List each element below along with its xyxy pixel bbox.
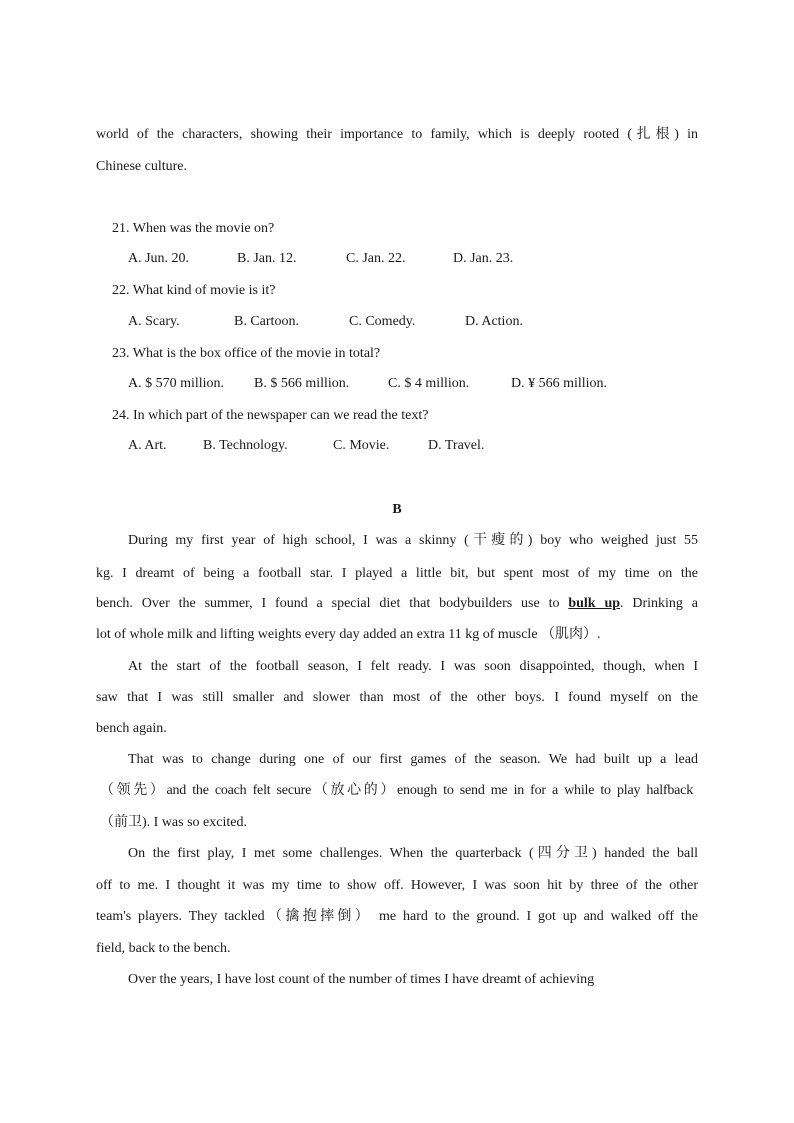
option-b: B. Technology. [203, 438, 288, 453]
passage-b-line: On the first play, I met some challenges. When the quarterback (四分卫) handed the ball [128, 846, 698, 861]
passage-b-line-with-keyword [96, 595, 698, 613]
passage-b-line: （领先）and the coach felt secure（放心的）enough to send me in for a while to play halfback [100, 783, 693, 798]
question-stem-23: 23. What is the box office of the movie in total? [112, 346, 381, 361]
option-a: A. Scary. [128, 314, 180, 329]
passage-a-line: Chinese culture. [96, 159, 187, 174]
option-a: A. Art. [128, 438, 167, 453]
option-c: C. Jan. 22. [346, 251, 406, 266]
option-c: C. Movie. [333, 438, 390, 453]
passage-b-line: field, back to the bench. [96, 941, 231, 956]
question-stem-22: 22. What kind of movie is it? [112, 283, 276, 298]
section-title-b: B [392, 502, 402, 517]
passage-b-line: saw that I was still smaller and slower than most of the other boys. I found myself on the [96, 690, 698, 705]
passage-b-line: During my first year of high school, I was a skinny (干瘦的) boy who weighed just 55 [128, 533, 698, 548]
passage-b-line: off to me. I thought it was my time to show off. However, I was soon hit by three of the other [96, 878, 698, 893]
passage-b-line: That was to change during one of our first games of the season. We had built up a lead [128, 752, 698, 767]
passage-b-line: bench again. [96, 721, 167, 736]
passage-b-line: Over the years, I have lost count of the number of times I have dreamt of achieving [128, 972, 595, 987]
keyword-bulk-up: bulk up [568, 596, 621, 611]
passage-a-line: world of the characters, showing their importance to family, which is deeply rooted (扎根) in [96, 127, 698, 142]
passage-b-text: bench. Over the summer, I found a special diet that bodybuilders use to [96, 596, 569, 611]
option-a: A. Jun. 20. [128, 251, 190, 266]
option-c: C. Comedy. [349, 314, 416, 329]
passage-b-line: At the start of the football season, I felt ready. I was soon disappointed, though, when I [128, 659, 698, 674]
question-stem-21: 21. When was the movie on? [112, 221, 275, 236]
option-a: A. $ 570 million. [128, 376, 225, 391]
passage-b-line: lot of whole milk and lifting weights every day added an extra 11 kg of muscle （肌肉）. [96, 627, 601, 642]
option-b: B. $ 566 million. [254, 376, 350, 391]
option-d: D. Action. [465, 314, 523, 329]
passage-b-line: （前卫). I was so excited. [100, 815, 247, 830]
passage-b-line: team's players. They tackled（擒抱摔倒） me hard to the ground. I got up and walked off the [96, 909, 698, 924]
question-stem-24: 24. In which part of the newspaper can we read the text? [112, 408, 429, 423]
option-c: C. $ 4 million. [388, 376, 470, 391]
passage-b-line: kg. I dreamt of being a football star. I played a little bit, but spent most of my time on the [96, 566, 698, 581]
passage-b-text: . Drinking a [620, 596, 699, 611]
option-b: B. Cartoon. [234, 314, 299, 329]
option-d: D. Travel. [428, 438, 485, 453]
option-d: D. ¥ 566 million. [511, 376, 608, 391]
option-b: B. Jan. 12. [237, 251, 297, 266]
option-d: D. Jan. 23. [453, 251, 514, 266]
